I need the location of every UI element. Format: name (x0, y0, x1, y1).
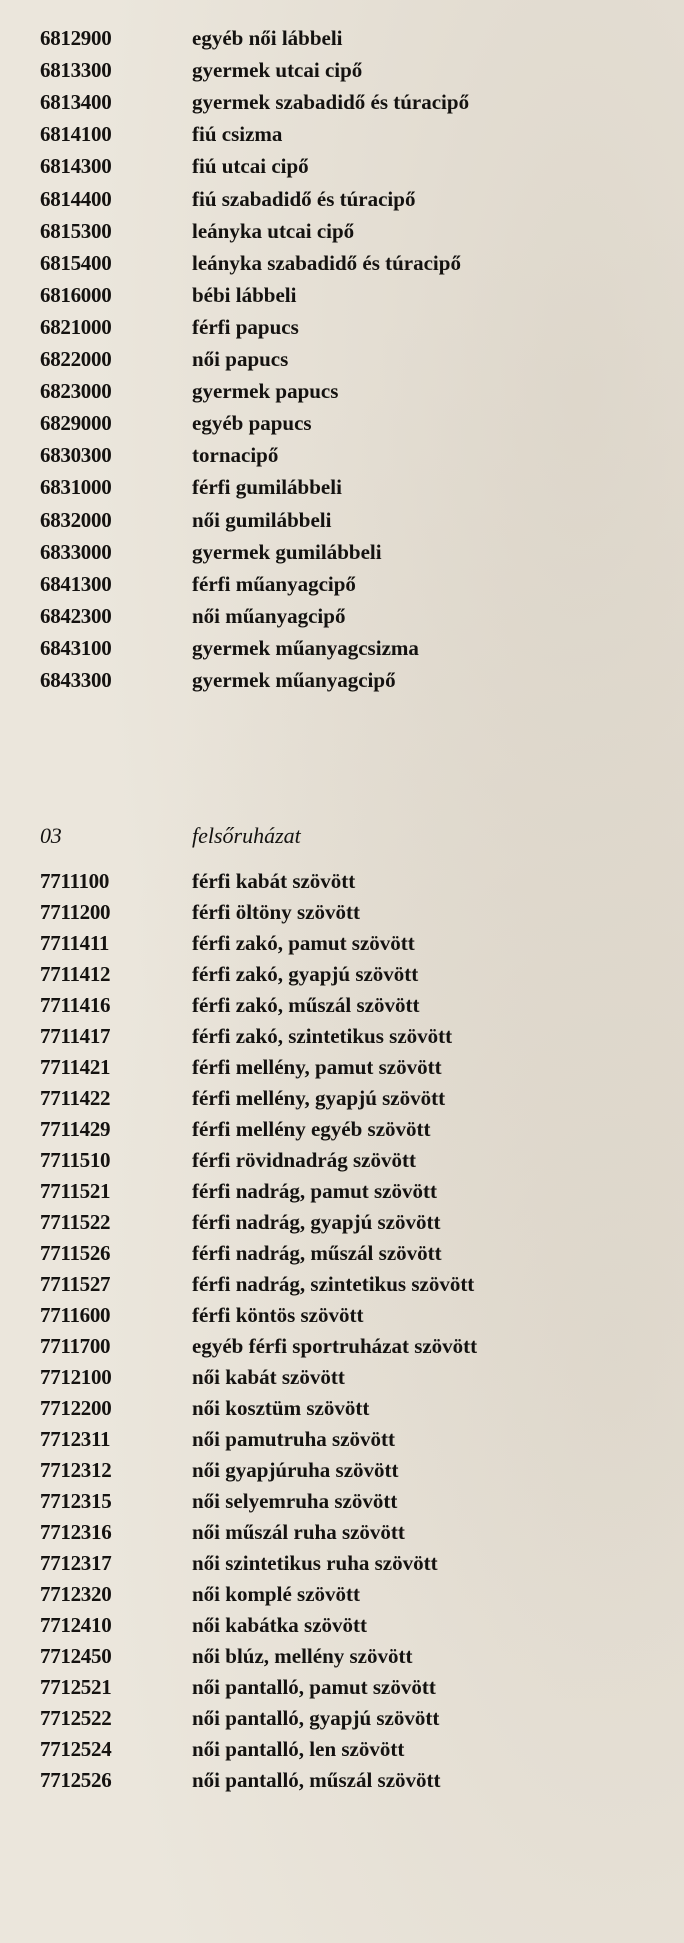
list-item (0, 408, 640, 438)
list-item (0, 569, 640, 599)
item-code: 6832000 (40, 507, 112, 532)
item-description: női gyapjúruha szövött (192, 1458, 399, 1482)
item-code: 7711100 (40, 869, 110, 893)
item-description: férfi gumilábbeli (192, 475, 342, 500)
item-description: férfi műanyagcipő (192, 571, 356, 596)
item-code: 7712200 (40, 1396, 112, 1420)
item-code: 7711527 (40, 1272, 111, 1296)
item-code: 6830300 (40, 443, 112, 468)
list-item (0, 1734, 640, 1764)
section-heading-code: 03 (40, 823, 62, 848)
item-description: gyermek papucs (192, 379, 339, 404)
item-code: 7712317 (40, 1551, 112, 1575)
item-description: férfi zakó, pamut szövött (192, 931, 415, 955)
item-code: 7712521 (40, 1675, 112, 1699)
list-item (0, 1021, 640, 1051)
list-item (0, 1269, 640, 1299)
list-item (0, 1486, 640, 1516)
list-item (0, 633, 640, 663)
list-item (0, 1579, 640, 1609)
list-item (0, 23, 640, 53)
list-item (0, 1176, 640, 1206)
list-item (0, 1517, 640, 1547)
item-code: 7711422 (40, 1086, 111, 1110)
item-description: férfi öltöny szövött (192, 900, 360, 924)
item-code: 6815400 (40, 250, 112, 275)
item-code: 7711429 (40, 1117, 111, 1141)
item-code: 7712524 (40, 1737, 112, 1761)
item-code: 6814400 (40, 186, 112, 211)
item-description: egyéb férfi sportruházat szövött (192, 1334, 478, 1358)
item-code: 6813400 (40, 90, 112, 115)
item-code: 6843100 (40, 635, 112, 660)
item-description: férfi nadrág, szintetikus szövött (192, 1272, 475, 1296)
list-item (0, 1331, 640, 1361)
item-description: női kabát szövött (192, 1365, 345, 1389)
item-description: férfi mellény, pamut szövött (192, 1055, 442, 1079)
list-item (0, 1703, 640, 1733)
list-item (0, 312, 640, 342)
item-code: 6829000 (40, 411, 112, 436)
item-code: 7712526 (40, 1768, 112, 1792)
item-code: 6812900 (40, 26, 112, 50)
item-description: férfi nadrág, műszál szövött (192, 1241, 442, 1265)
item-code: 6815300 (40, 218, 112, 243)
item-description: férfi mellény egyéb szövött (192, 1117, 431, 1141)
list-item (0, 1114, 640, 1144)
item-description: férfi rövidnadrág szövött (192, 1148, 416, 1172)
list-item (0, 1610, 640, 1640)
item-code: 6814100 (40, 122, 112, 147)
item-code: 7711200 (40, 900, 111, 924)
item-code: 7712100 (40, 1365, 112, 1389)
list-item (0, 184, 640, 214)
item-code: 7712316 (40, 1520, 112, 1544)
list-item (0, 440, 640, 470)
list-item (0, 1455, 640, 1485)
item-code: 7711412 (40, 962, 111, 986)
list-item (0, 1083, 640, 1113)
list-item (0, 216, 640, 246)
item-description: gyermek műanyagcipő (192, 668, 396, 692)
item-code: 7712522 (40, 1706, 112, 1730)
list-item (0, 280, 640, 310)
list-item (0, 1362, 640, 1392)
list-item (0, 990, 640, 1020)
item-description: férfi nadrág, gyapjú szövött (192, 1210, 441, 1234)
list-item (0, 537, 640, 567)
item-description: férfi zakó, szintetikus szövött (192, 1024, 453, 1048)
item-description: női pamutruha szövött (192, 1427, 396, 1451)
item-description: női pantalló, műszál szövött (192, 1768, 441, 1792)
item-code: 7711411 (40, 931, 110, 955)
item-description: női műszál ruha szövött (192, 1520, 405, 1544)
section-heading (0, 821, 640, 851)
list-item (0, 151, 640, 181)
item-description: férfi papucs (192, 314, 299, 339)
item-description: női kosztüm szövött (192, 1396, 370, 1420)
item-description: női gumilábbeli (192, 507, 332, 532)
item-code: 7711522 (40, 1210, 111, 1234)
list-item (0, 472, 640, 502)
item-description: egyéb papucs (192, 411, 312, 436)
list-item (0, 248, 640, 278)
item-description: fiú szabadidő és túracipő (192, 186, 416, 211)
list-item (0, 1672, 640, 1702)
item-code: 7712311 (40, 1427, 111, 1451)
list-item (0, 1641, 640, 1671)
item-description: egyéb női lábbeli (192, 26, 343, 50)
item-description: férfi mellény, gyapjú szövött (192, 1086, 446, 1110)
item-code: 6823000 (40, 379, 112, 404)
item-code: 6833000 (40, 539, 112, 564)
item-code: 7712315 (40, 1489, 112, 1513)
item-code: 6831000 (40, 475, 112, 500)
item-code: 7711600 (40, 1303, 111, 1327)
item-description: gyermek szabadidő és túracipő (192, 90, 470, 115)
item-description: férfi zakó, gyapjú szövött (192, 962, 419, 986)
list-item (0, 959, 640, 989)
list-item (0, 897, 640, 927)
list-item (0, 1548, 640, 1578)
list-item (0, 1393, 640, 1423)
list-item (0, 505, 640, 535)
item-description: női pantalló, gyapjú szövött (192, 1706, 440, 1730)
item-description: fiú csizma (192, 122, 283, 147)
item-code: 7711421 (40, 1055, 111, 1079)
item-description: női műanyagcipő (192, 603, 346, 628)
list-item (0, 344, 640, 374)
item-description: férfi nadrág, pamut szövött (192, 1179, 437, 1203)
list-item (0, 601, 640, 631)
item-code: 6816000 (40, 282, 112, 307)
item-code: 7711526 (40, 1241, 111, 1265)
item-description: férfi zakó, műszál szövött (192, 993, 420, 1017)
list-item (0, 87, 640, 117)
item-code: 7712320 (40, 1582, 112, 1606)
section-heading-title: felsőruházat (192, 823, 301, 848)
list-item (0, 866, 640, 896)
item-description: bébi lábbeli (192, 282, 297, 307)
item-description: leányka utcai cipő (192, 218, 355, 243)
item-description: gyermek műanyagcsizma (192, 635, 419, 660)
item-code: 6841300 (40, 571, 112, 596)
item-description: női pantalló, pamut szövött (192, 1675, 436, 1699)
item-code: 6843300 (40, 668, 112, 692)
item-description: női selyemruha szövött (192, 1489, 398, 1513)
item-code: 7711417 (40, 1024, 111, 1048)
list-item (0, 1052, 640, 1082)
item-description: férfi kabát szövött (192, 869, 356, 893)
list-item (0, 1765, 640, 1795)
item-code: 6821000 (40, 314, 112, 339)
item-description: férfi köntös szövött (192, 1303, 364, 1327)
list-item (0, 55, 640, 85)
list-item (0, 119, 640, 149)
list-item (0, 1300, 640, 1330)
item-description: női papucs (192, 347, 289, 371)
list-item (0, 665, 640, 695)
item-code: 6813300 (40, 58, 112, 83)
item-description: női blúz, mellény szövött (192, 1644, 413, 1668)
item-code: 7711510 (40, 1148, 111, 1172)
item-description: gyermek utcai cipő (192, 58, 363, 83)
item-description: női kabátka szövött (192, 1613, 368, 1637)
list-item (0, 1424, 640, 1454)
item-description: leányka szabadidő és túracipő (192, 250, 461, 275)
item-description: női szintetikus ruha szövött (192, 1551, 438, 1575)
item-code: 6814300 (40, 154, 112, 179)
item-code: 6822000 (40, 347, 112, 371)
list-item (0, 376, 640, 406)
item-code: 7712312 (40, 1458, 112, 1482)
item-code: 7711416 (40, 993, 111, 1017)
item-description: női komplé szövött (192, 1582, 360, 1606)
item-description: női pantalló, len szövött (192, 1737, 405, 1761)
item-description: gyermek gumilábbeli (192, 539, 382, 564)
list-item (0, 1145, 640, 1175)
list-item (0, 1207, 640, 1237)
item-description: fiú utcai cipő (192, 154, 309, 179)
list-item (0, 1238, 640, 1268)
item-description: tornacipő (192, 443, 279, 468)
list-item (0, 928, 640, 958)
item-code: 7712410 (40, 1613, 112, 1637)
item-code: 7711521 (40, 1179, 111, 1203)
item-code: 7711700 (40, 1334, 111, 1358)
item-code: 7712450 (40, 1644, 112, 1668)
item-code: 6842300 (40, 603, 112, 628)
